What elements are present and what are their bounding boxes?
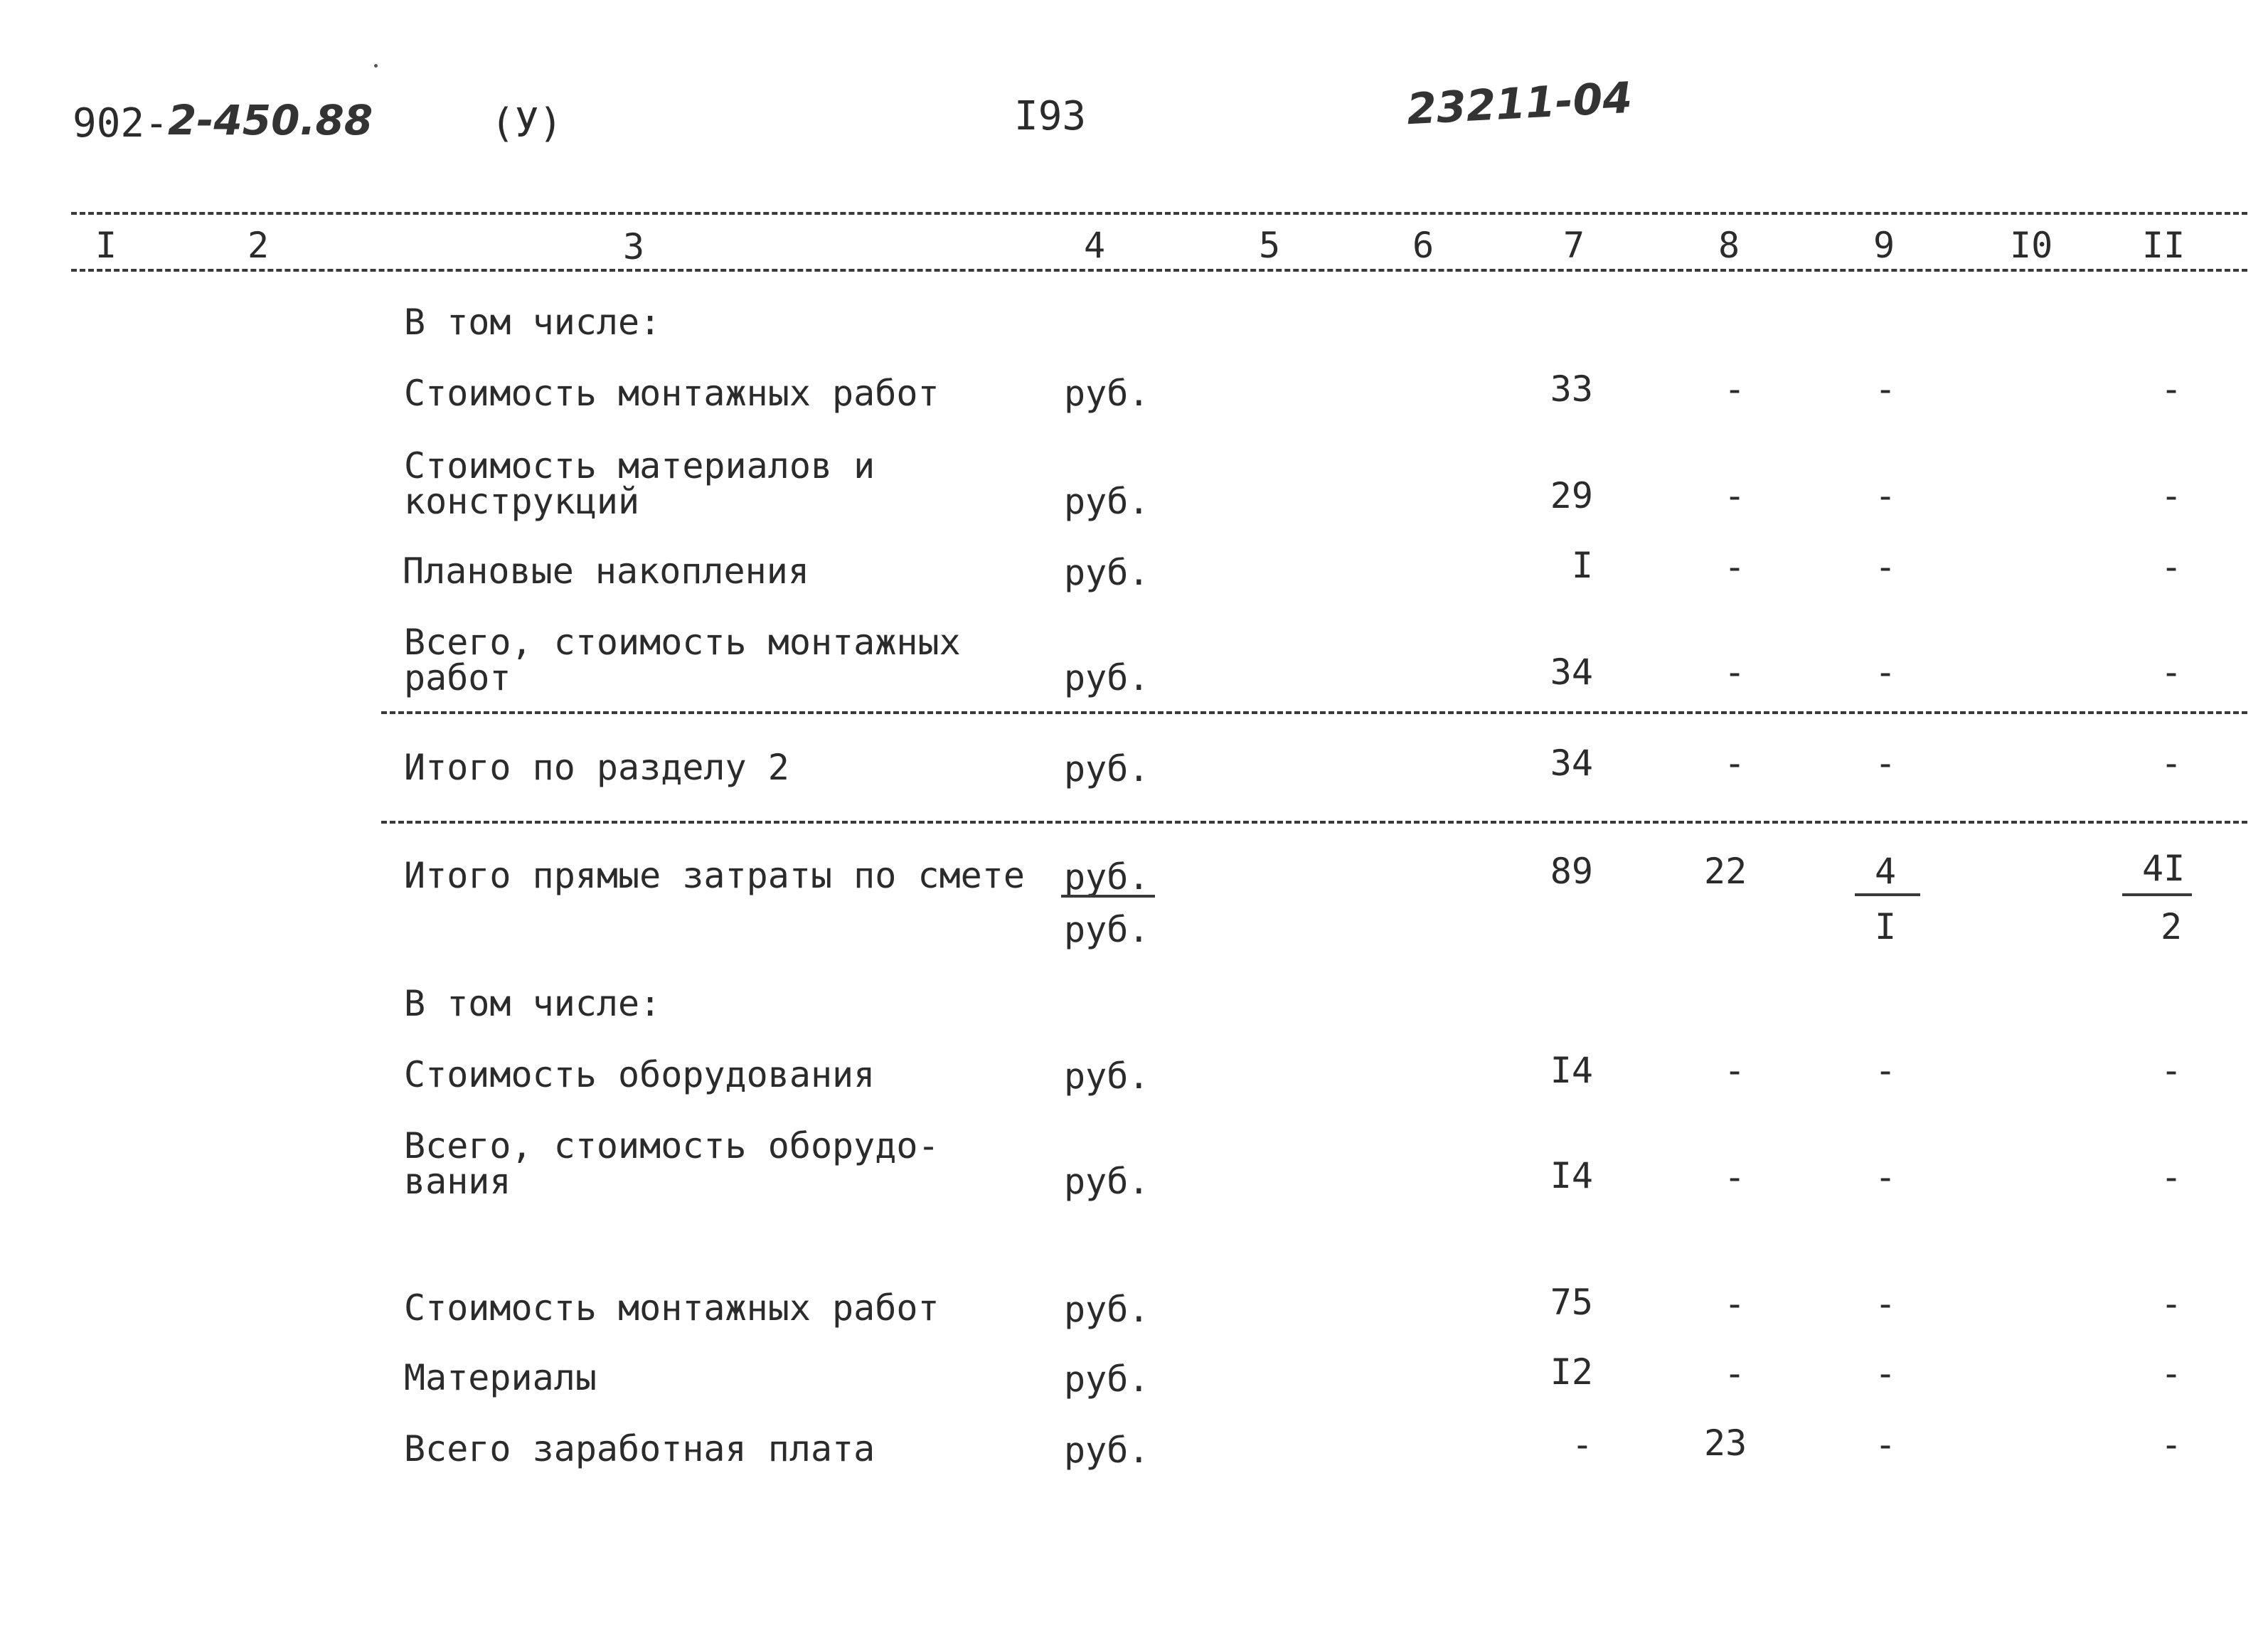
cell-col11: -	[2161, 1283, 2183, 1324]
cell-col11: -	[2161, 743, 2183, 784]
cell-col11-denominator: 2	[2161, 906, 2183, 947]
cell-col7: 33	[1550, 368, 1593, 410]
cell-col9: -	[1875, 743, 1897, 784]
cell-col7: 34	[1550, 743, 1593, 784]
row-unit: руб.	[1064, 1358, 1150, 1400]
column-header-7: 7	[1563, 225, 1585, 266]
cell-col8: 23	[1704, 1422, 1747, 1464]
cell-col11: -	[2161, 1353, 2183, 1394]
column-header-9: 9	[1873, 225, 1895, 266]
cell-col8: -	[1724, 1353, 1746, 1394]
cell-col7: 75	[1550, 1282, 1593, 1323]
cell-col9: -	[1875, 1050, 1897, 1091]
row-unit: руб.	[1064, 481, 1150, 522]
row-label: Стоимость монтажных работ	[404, 1287, 939, 1329]
row-unit: руб.	[1064, 552, 1150, 593]
cell-col11: -	[2161, 1156, 2183, 1198]
cell-col11: -	[2161, 368, 2183, 410]
row-label: Всего заработная плата	[404, 1428, 875, 1469]
project-code-handwritten: 2-450.88	[168, 96, 373, 144]
fraction-bar	[1855, 893, 1920, 896]
page-number: I93	[1014, 93, 1087, 139]
row-unit: руб.	[1064, 856, 1150, 898]
row-unit-secondary: руб.	[1064, 909, 1150, 950]
cell-col11: -	[2161, 546, 2183, 587]
row-label: В том числе:	[404, 302, 661, 343]
section-rule	[381, 711, 2247, 714]
row-unit: руб.	[1064, 1161, 1150, 1202]
column-header-1: I	[95, 225, 117, 266]
row-label-continued: работ	[404, 657, 511, 698]
cell-col9: -	[1875, 652, 1897, 693]
header-top-rule	[71, 212, 2247, 215]
row-label-continued: вания	[404, 1161, 511, 1202]
row-label: Материалы	[404, 1357, 597, 1398]
cell-col7: I2	[1550, 1351, 1593, 1393]
cell-col9: -	[1875, 1353, 1897, 1394]
row-label: Стоимость оборудования	[404, 1054, 875, 1095]
cell-col7: I	[1571, 545, 1593, 586]
cell-col9: -	[1875, 546, 1897, 587]
cell-col8: 22	[1704, 851, 1747, 892]
row-unit: руб.	[1064, 1055, 1150, 1097]
unit-underline	[1061, 895, 1155, 898]
row-label: Итого по разделу 2	[404, 747, 789, 788]
row-label: Плановые накопления	[403, 551, 809, 592]
column-header-3: 3	[623, 226, 645, 267]
row-unit: руб.	[1064, 1289, 1150, 1330]
cell-col9: -	[1875, 475, 1897, 516]
row-label-continued: конструкций	[404, 481, 640, 522]
cell-col8: -	[1724, 652, 1746, 693]
cell-col7: I4	[1550, 1050, 1593, 1091]
speck	[374, 64, 378, 68]
cell-col9: -	[1875, 368, 1897, 410]
cell-col11: -	[2161, 1050, 2183, 1091]
cell-col8: -	[1724, 743, 1746, 784]
row-unit: руб.	[1064, 748, 1150, 789]
section-rule	[381, 821, 2247, 824]
cell-col9-denominator: I	[1875, 906, 1897, 947]
column-header-10: I0	[2010, 225, 2053, 266]
cell-col11: -	[2161, 1424, 2183, 1465]
column-header-11: II	[2142, 225, 2186, 266]
row-unit: руб.	[1064, 1430, 1150, 1471]
row-unit: руб.	[1064, 373, 1150, 414]
cell-col11: -	[2161, 652, 2183, 693]
cell-col11-numerator: 4I	[2142, 848, 2186, 889]
cell-col9-numerator: 4	[1875, 851, 1897, 892]
column-header-5: 5	[1259, 225, 1281, 266]
cell-col8: -	[1724, 1156, 1746, 1198]
mark-label: (У)	[491, 100, 563, 147]
cell-col7: 34	[1550, 652, 1593, 693]
row-label: Стоимость монтажных работ	[404, 373, 939, 414]
row-label: Всего, стоимость оборудо-	[404, 1125, 939, 1166]
cell-col8: -	[1724, 1050, 1746, 1091]
row-label: В том числе:	[404, 983, 661, 1024]
header-bottom-rule	[71, 269, 2247, 272]
column-header-8: 8	[1718, 225, 1740, 266]
column-header-4: 4	[1084, 225, 1106, 266]
project-code-prefix: 902-	[73, 100, 169, 147]
cell-col7: -	[1571, 1424, 1593, 1465]
row-label: Стоимость материалов и	[404, 445, 875, 486]
cell-col9: -	[1875, 1424, 1897, 1465]
cell-col11: -	[2161, 475, 2183, 516]
cell-col8: -	[1724, 368, 1746, 410]
row-label: Всего, стоимость монтажных	[404, 622, 961, 663]
cell-col7: 29	[1550, 475, 1593, 516]
row-unit: руб.	[1064, 657, 1150, 698]
cell-col8: -	[1724, 1283, 1746, 1324]
cell-col8: -	[1724, 475, 1746, 516]
fraction-bar	[2122, 893, 2192, 896]
column-header-6: 6	[1412, 225, 1434, 266]
column-header-2: 2	[247, 225, 270, 266]
cell-col9: -	[1875, 1283, 1897, 1324]
cell-col7: I4	[1550, 1155, 1593, 1196]
document-number-handwritten: 23211-04	[1405, 73, 1634, 135]
row-label: Итого прямые затраты по смете	[404, 855, 1025, 896]
cell-col8: -	[1724, 546, 1746, 587]
cell-col7: 89	[1550, 851, 1593, 892]
cell-col9: -	[1875, 1156, 1897, 1198]
